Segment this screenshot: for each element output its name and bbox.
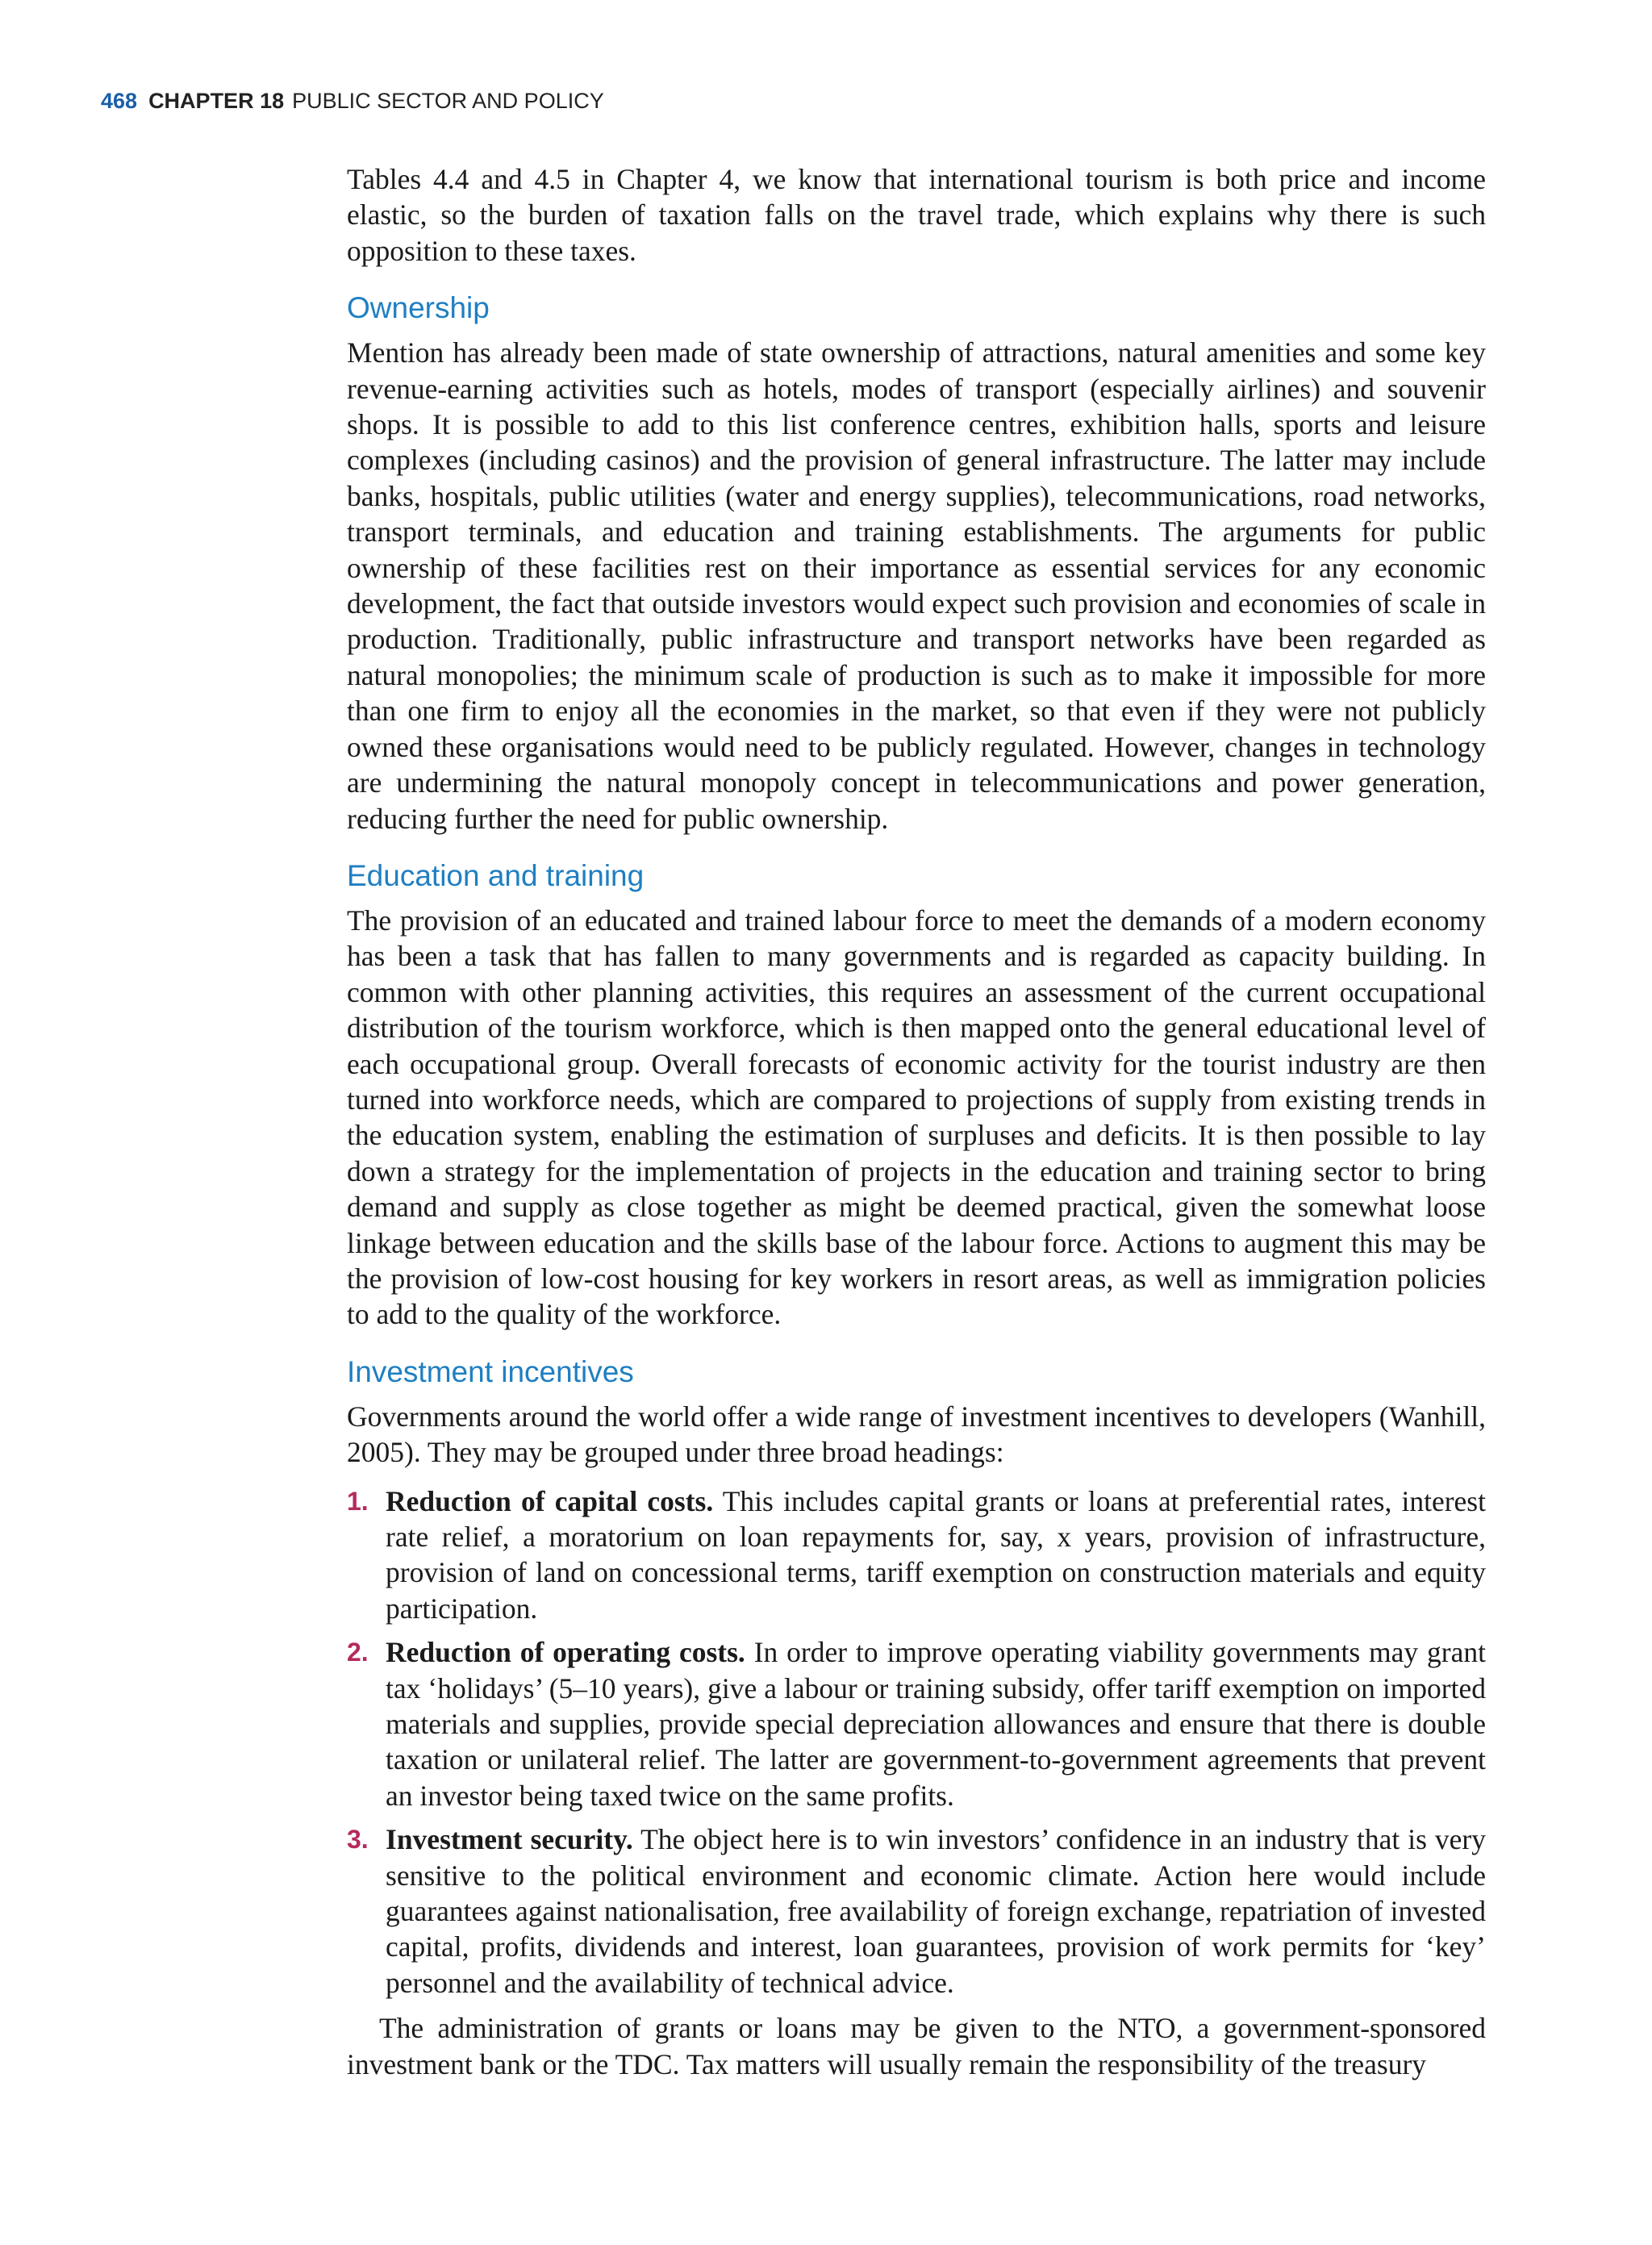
running-head xyxy=(101,87,604,115)
list-item-text: In order to improve operating viability governments may grant tax ‘holidays’ (5–10 years), give a labour or training subsidy, offer tariff exemption on imported materials and supplies, provide special depreciation allowances and ensure that there is double taxation or unilateral relief. The latter are government-to-government agreements that prevent an investor being taxed twice on the same profits. xyxy=(386,1636,1486,1812)
section-heading-education-training: Education and training xyxy=(347,858,645,892)
list-item xyxy=(347,1634,1486,1813)
section-heading-ownership: Ownership xyxy=(347,291,490,325)
investment-incentives-paragraph: Governments around the world offer a wide range of investment incentives to developers (Wanhill, 2005). They may be grouped under three broad headings: xyxy=(347,1400,1486,1469)
list-item-text: This includes capital grants or loans at preferential rates, interest rate relief, a moratorium on loan repayments for, say, x years, provision of infrastructure, provision of land on concessional terms, tariff exemption on construction materials and equity participation. xyxy=(386,1484,1486,1625)
list-item-number: 3. xyxy=(347,1825,369,1855)
ownership-paragraph: Mention has already been made of state ownership of attractions, natural amenities and some key revenue-earning activities such as hotels, modes of transport (especially airlines) and souvenir shops. It is possible to add to this list conference centres, exhibition halls, sports and leisure complexes (including casinos) and the provision of general infrastructure. The latter may include banks, hospitals, public utilities (water and energy supplies), telecommunications, road networks, transport terminals, and education and training establishments. The arguments for public ownership of these facilities rest on their importance as essential services for any economic development, the fact that outside investors would expect such provision and economies of scale in production. Traditionally, public infrastructure and transport networks have been regarded as natural monopolies; the minimum scale of production is such as to make it impossible for more than one firm to enjoy all the economies in the market, so that even if they were not publicly owned these organisations would need to be publicly regulated. However, changes in technology are undermining the natural monopoly concept in telecommunications and power generation, reducing further the need for public ownership. xyxy=(347,336,1486,835)
education-training-paragraph: The provision of an educated and trained labour force to meet the demands of a modern economy has been a task that has fallen to many governments and is regarded as capacity building. In common with other planning activities, this requires an assessment of the current occupational distribution of the tourism workforce, which is then mapped onto the general educational level of each occupational group. Overall forecasts of economic activity for the tourist industry are then turned into workforce needs, which are compared to projections of supply from existing trends in the education system, enabling the estimation of surpluses and deficits. It is then possible to lay down a strategy for the implementation of projects in the education and training sector to bring demand and supply as close together as might be deemed practical, given the somewhat loose linkage between education and the skills base of the labour force. Actions to augment this may be the provision of low-cost housing for key workers in resort areas, as well as immigration policies to add to the quality of the workforce. xyxy=(347,903,1486,1331)
list-item-number: 1. xyxy=(347,1486,369,1516)
page-body xyxy=(347,161,1486,2082)
list-item-text: The object here is to win investors’ confidence in an industry that is very sensitive to the political environment and economic climate. Action here would include guarantees against nationalisation, free availability of foreign exchange, repatriation of invested capital, profits, dividends and interest, loan guarantees, provision of work permits for ‘key’ personnel and the availability of technical advice. xyxy=(386,1823,1486,1999)
list-item-lead: Investment security. xyxy=(386,1823,633,1856)
incentive-list xyxy=(347,1483,1486,2001)
closing-paragraph: The administration of grants or loans may be given to the NTO, a government-sponsored investment bank or the TDC. Tax matters will usually remain the responsibility of the treasury xyxy=(347,2012,1486,2080)
list-item-lead: Reduction of capital costs. xyxy=(386,1484,714,1517)
list-item xyxy=(347,1821,1486,2001)
section-heading-investment-incentives: Investment incentives xyxy=(347,1354,634,1388)
intro-paragraph: Tables 4.4 and 4.5 in Chapter 4, we know that international tourism is both price and income elastic, so the burden of taxation falls on the travel trade, which explains why there is such opposition to these taxes. xyxy=(347,163,1486,267)
list-item xyxy=(347,1483,1486,1627)
chapter-label: CHAPTER 18 xyxy=(148,89,285,113)
chapter-title: PUBLIC SECTOR AND POLICY xyxy=(292,89,604,113)
list-item-lead: Reduction of operating costs. xyxy=(386,1636,745,1669)
page-number: 468 xyxy=(101,89,138,113)
list-item-number: 2. xyxy=(347,1638,369,1667)
